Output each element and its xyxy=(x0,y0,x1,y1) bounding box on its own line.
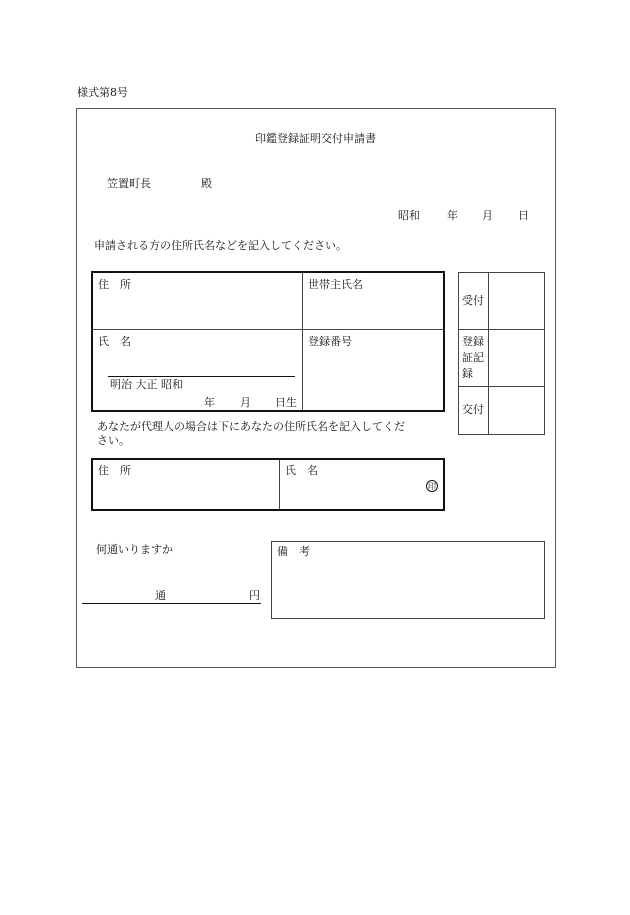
office-row-divider-1 xyxy=(459,329,544,330)
remarks-label: 備 考 xyxy=(277,545,310,558)
name-field[interactable] xyxy=(93,330,302,376)
registry-label-line-3: 録 xyxy=(462,367,473,380)
seal-mark-icon: 印 xyxy=(428,482,436,491)
agent-address-label: 住 所 xyxy=(98,464,131,477)
agent-name-label: 氏 名 xyxy=(285,464,318,477)
addressee-name: 笠置町長 xyxy=(107,177,151,190)
name-underline xyxy=(108,376,295,377)
applicant-section xyxy=(91,271,445,412)
address-field[interactable] xyxy=(93,273,302,329)
copies-underline xyxy=(82,603,261,604)
registry-label-line-2: 証記 xyxy=(462,351,484,364)
copies-currency: 円 xyxy=(249,589,260,602)
issued-label: 交付 xyxy=(462,403,484,416)
form-number: 様式第8号 xyxy=(77,86,128,99)
agent-address-field[interactable] xyxy=(93,460,279,509)
remarks-box[interactable] xyxy=(271,541,545,619)
received-label: 受付 xyxy=(462,294,484,307)
date-day[interactable]: 日 xyxy=(518,209,529,222)
birth-day[interactable]: 日生 xyxy=(275,396,297,409)
copies-field[interactable] xyxy=(82,579,261,603)
registry-label-line-1: 登録 xyxy=(462,335,484,348)
birth-eras: 明治 大正 昭和 xyxy=(110,378,183,391)
agent-name-field[interactable] xyxy=(280,460,443,509)
date-era: 昭和 xyxy=(398,209,420,222)
householder-label: 世帯主氏名 xyxy=(308,278,363,291)
copies-question: 何通いりますか xyxy=(96,543,173,556)
form-title: 印鑑登録証明交付申請書 xyxy=(255,132,376,145)
date-year[interactable]: 年 xyxy=(447,209,458,222)
address-label: 住 所 xyxy=(98,278,131,291)
addressee-honorific: 殿 xyxy=(201,177,212,190)
office-row-divider-2 xyxy=(459,386,544,387)
agent-instruction-line-2: さい。 xyxy=(97,434,130,447)
birth-year[interactable]: 年 xyxy=(204,396,215,409)
registration-number-label: 登録番号 xyxy=(308,335,352,348)
agent-instruction-line-1: あなたが代理人の場合は下にあなたの住所氏名を記入してくだ xyxy=(97,420,405,433)
agent-section xyxy=(91,458,445,511)
householder-field[interactable] xyxy=(303,273,443,329)
copies-unit: 通 xyxy=(155,589,166,602)
registration-number-field[interactable] xyxy=(303,330,443,410)
birth-month[interactable]: 月 xyxy=(240,396,251,409)
application-form xyxy=(76,108,556,668)
applicant-instruction: 申請される方の住所氏名などを記入してください。 xyxy=(94,239,347,252)
name-label: 氏 名 xyxy=(98,335,131,348)
office-use-table xyxy=(458,272,545,435)
office-column-divider xyxy=(488,273,489,434)
date-month[interactable]: 月 xyxy=(482,209,493,222)
